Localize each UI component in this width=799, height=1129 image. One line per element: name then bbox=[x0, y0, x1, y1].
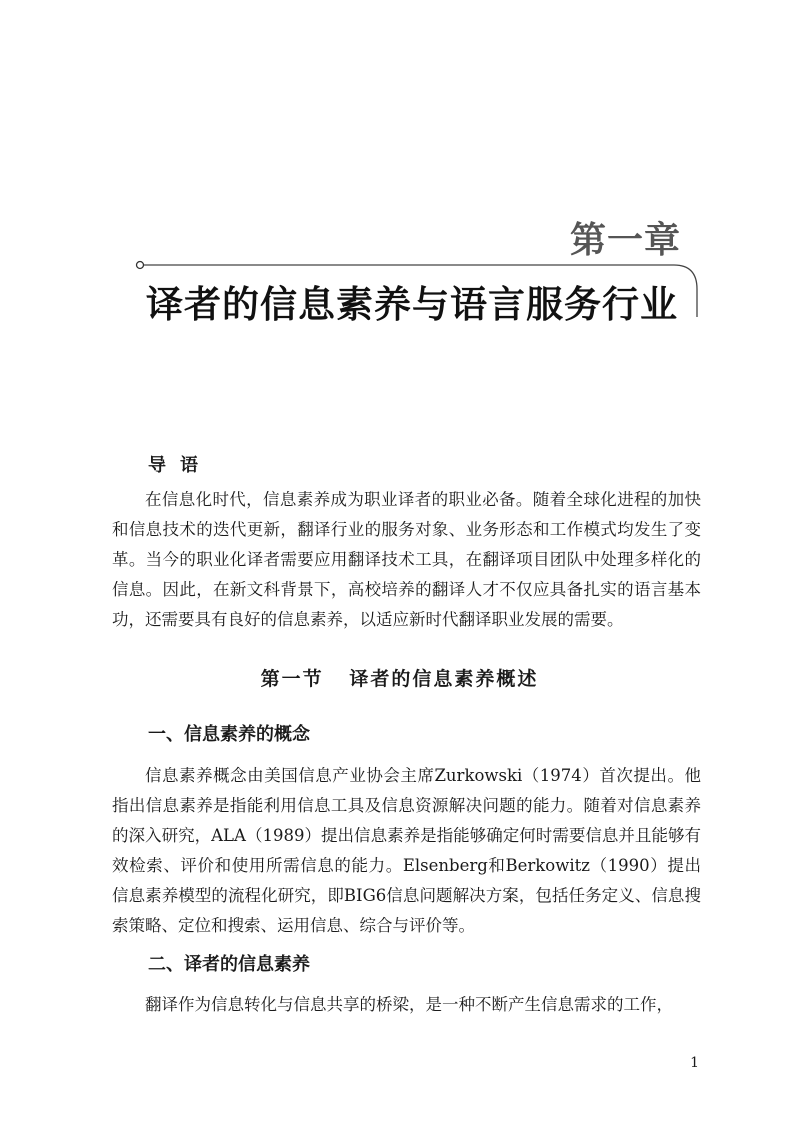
chapter-label: 第一章 bbox=[569, 220, 681, 261]
subsection-heading-2: 二、译者的信息素养 bbox=[148, 954, 310, 975]
intro-heading: 导语 bbox=[148, 455, 212, 476]
subsection-paragraph-1: 信息素养概念由美国信息产业协会主席Zurkowski（1974）首次提出。他指出信息素养是指能利用信息工具及信息资源解决问题的能力。随着对信息素养的深入研究，ALA（1989）提出信息素养是指能够确定何时需要信息并且能够有效检索、评价和使用所需信息的能力。Elsenberg和Berkowitz（1990）提出信息素养模型的流程化研究，即BIG6信息问题解决方案，包括任务定义、信息搜索策略、定位和搜索、运用信息、综合与评价等。 bbox=[112, 766, 701, 935]
subsection-paragraph-2: 翻译作为信息转化与信息共享的桥梁，是一种不断产生信息需求的工作， bbox=[145, 995, 673, 1014]
chapter-title: 译者的信息素养与语言服务行业 bbox=[146, 283, 678, 326]
subsection-heading-1: 一、信息素养的概念 bbox=[148, 724, 310, 745]
page-number: 1 bbox=[690, 1055, 699, 1071]
section-title: 第一节 译者的信息素养概述 bbox=[260, 668, 539, 690]
intro-paragraph: 在信息化时代，信息素养成为职业译者的职业必备。随着全球化进程的加快和信息技术的迭代更新，翻译行业的服务对象、业务形态和工作模式均发生了变革。当今的职业化译者需要应用翻译技术工具，在翻译项目团队中处理多样化的信息。因此，在新文科背景下，高校培养的翻译人才不仅应具备扎实的语言基本功，还需要具有良好的信息素养，以适应新时代翻译职业发展的需要。 bbox=[112, 490, 701, 629]
